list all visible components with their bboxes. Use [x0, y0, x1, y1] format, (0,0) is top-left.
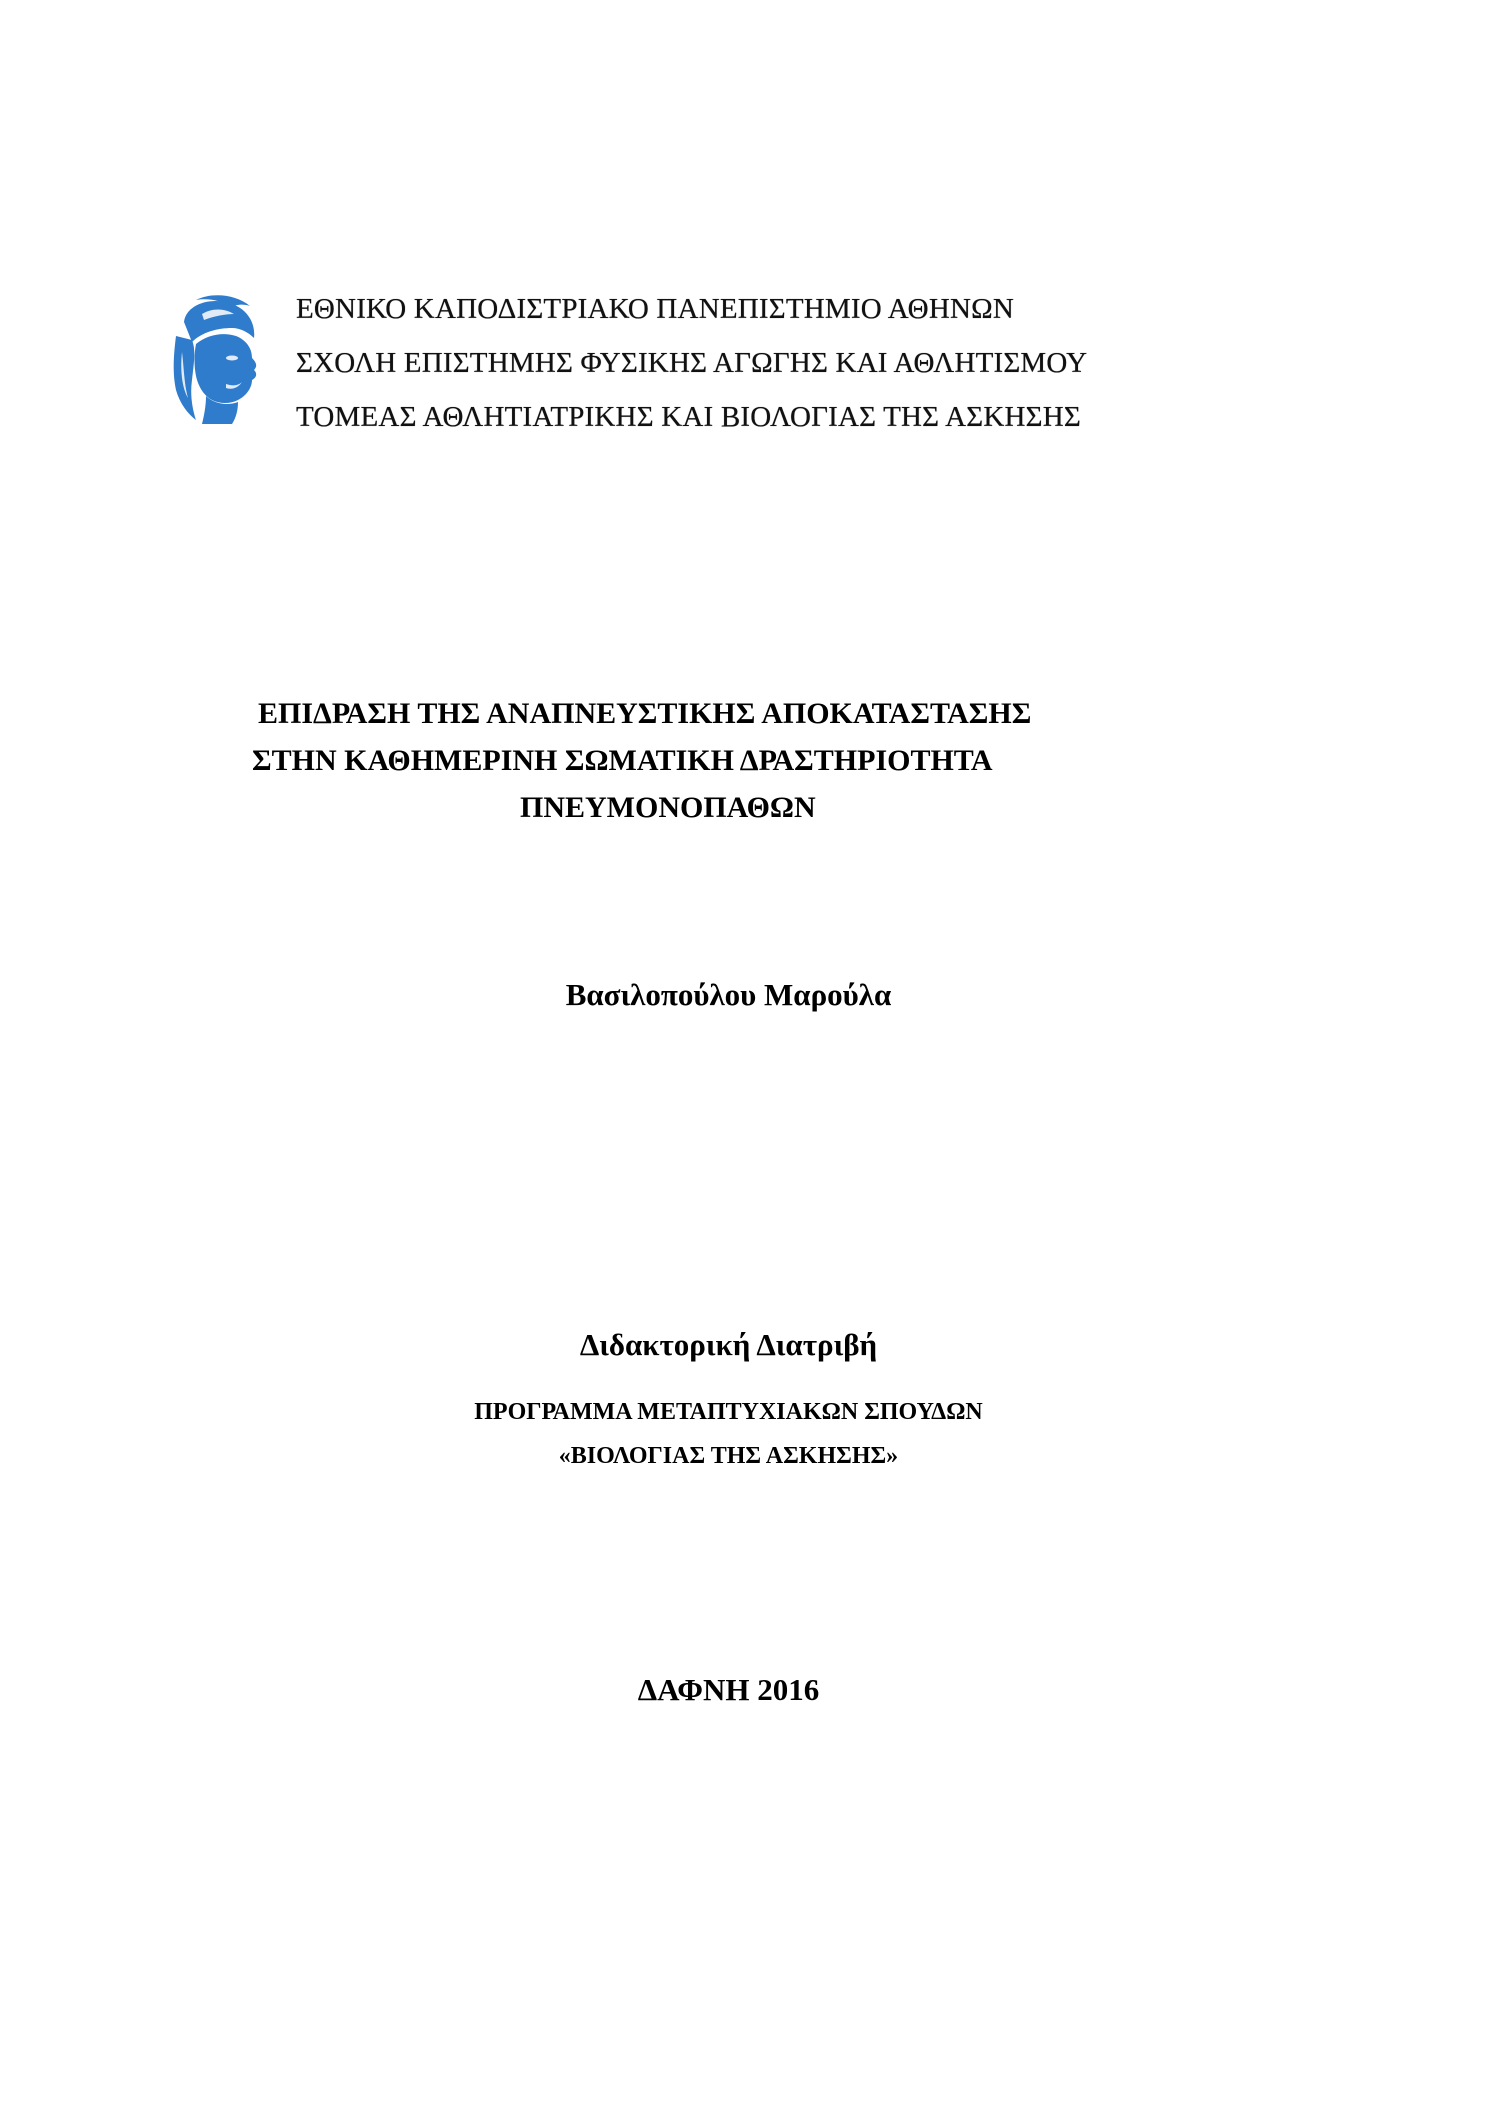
degree-type: Διδακτορική Διατριβή [579, 1327, 878, 1362]
institution-name-block [296, 282, 1256, 444]
program-name [0, 1390, 1457, 1478]
institution-header [166, 282, 1266, 442]
place-and-year: ΔΑΦΝΗ 2016 [637, 1672, 820, 1707]
school-name: ΣΧΟΛΗ ΕΠΙΣΤΗΜΗΣ ΦΥΣΙΚΗΣ ΑΓΩΓΗΣ ΚΑΙ ΑΘΛΗΤΙΣΜΟΥ [296, 347, 1088, 379]
author-name: Βασιλοπούλου Μαρούλα [565, 977, 892, 1012]
title-line-1: ΕΠΙΔΡΑΣΗ ΤΗΣ ΑΝΑΠΝΕΥΣΤΙΚΗΣ ΑΠΟΚΑΤΑΣΤΑΣΗΣ [258, 697, 1032, 730]
title-line-3: ΠΝΕΥΜΟΝΟΠΑΘΩΝ [520, 791, 816, 824]
program-line-1: ΠΡΟΓΡΑΜΜΑ ΜΕΤΑΠΤΥΧΙΑΚΩΝ ΣΠΟΥΔΩΝ [474, 1399, 983, 1425]
department-name: ΤΟΜΕΑΣ ΑΘΛΗΤΙΑΤΡΙΚΗΣ ΚΑΙ ΒΙΟΛΟΓΙΑΣ ΤΗΣ ΑΣΚΗΣΗΣ [296, 401, 1081, 433]
title-line-2: ΣΤΗΝ ΚΑΘΗΜΕΡΙΝΗ ΣΩΜΑΤΙΚΗ ΔΡΑΣΤΗΡΙΟΤΗΤΑ [252, 744, 993, 777]
university-name: ΕΘΝΙΚΟ ΚΑΠΟΔΙΣΤΡΙΑΚΟ ΠΑΝΕΠΙΣΤΗΜΙΟ ΑΘΗΝΩΝ [296, 293, 1015, 325]
program-line-2: «ΒΙΟΛΟΓΙΑΣ ΤΗΣ ΑΣΚΗΣΗΣ» [558, 1443, 899, 1469]
thesis-title [0, 690, 1489, 831]
athena-head-seal-icon [166, 292, 266, 426]
